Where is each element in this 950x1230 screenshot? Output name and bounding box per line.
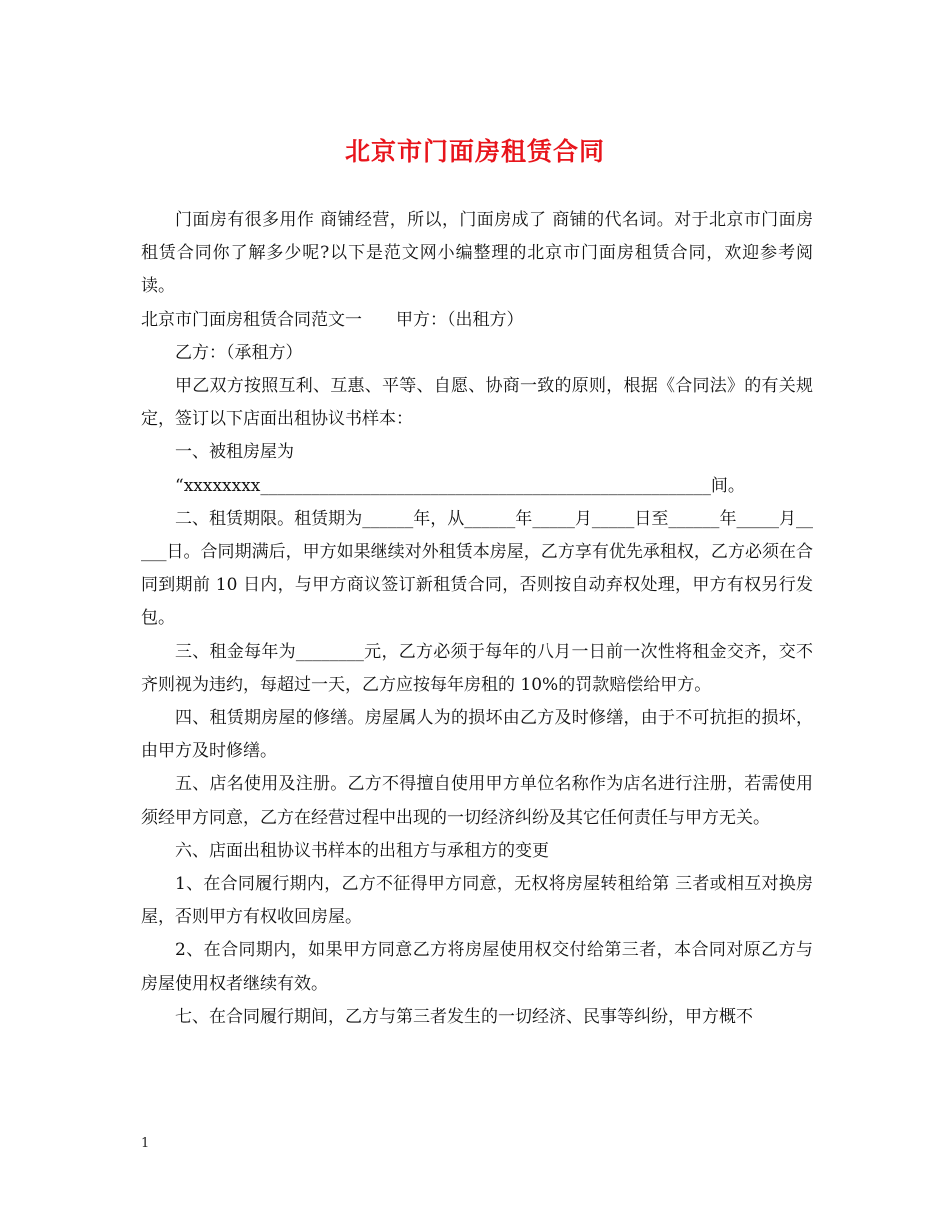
clause-7-paragraph: 七、在合同履行期间，乙方与第三者发生的一切经济、民事等纠纷，甲方概不: [175, 1006, 753, 1027]
clause-1-title: 一、被租房屋为: [175, 442, 294, 463]
sample-heading-line: [141, 304, 813, 337]
clause-4-paragraph: 四、租赁期房屋的修缮。房屋属人为的损坏由乙方及时修缮，由于不可抗拒的损坏，由甲方及时修缮。: [141, 708, 813, 762]
clause-6-2-paragraph: 2、在合同期内，如果甲方同意乙方将房屋使用权交付给第三者，本合同对原乙方与房屋使用权者继续有效。: [141, 940, 813, 994]
clause-1-address: “xxxxxxxx_____________________________________________________间。: [175, 475, 745, 496]
page-number: 1: [141, 1136, 150, 1151]
sample-heading: 北京市门面房租赁合同范文一: [141, 309, 362, 330]
preamble-paragraph: 甲乙双方按照互利、互惠、平等、自愿、协商一致的原则，根据《合同法》的有关规定，签订以下店面出租协议书样本：: [141, 376, 813, 430]
intro-paragraph: 门面房有很多用作 商铺经营，所以，门面房成了 商铺的代名词。对于北京市门面房租赁合同你了解多少呢?以下是范文网小编整理的北京市门面房租赁合同，欢迎参考阅读。: [141, 210, 813, 297]
party-a: 甲方：（出租方）: [396, 309, 524, 330]
clause-5-paragraph: 五、店名使用及注册。乙方不得擅自使用甲方单位名称作为店名进行注册，若需使用须经甲方同意，乙方在经营过程中出现的一切经济纠纷及其它任何责任与甲方无关。: [141, 774, 813, 828]
clause-3-paragraph: 三、租金每年为________元，乙方必须于每年的八月一日前一次性将租金交齐，交不齐则视为违约，每超过一天，乙方应按每年房租的 10%的罚款赔偿给甲方。: [141, 641, 813, 695]
clause-2-paragraph: 二、租赁期限。租赁期为______年，从______年_____月_____日至______年_____月_____日。合同期满后，甲方如果继续对外租赁本房屋，乙方享有优先承租权，乙方必须在合同到期前 10 日内，与甲方商议签订新租赁合同，否则按自动弃权处理，甲方有权另行发包。: [141, 508, 813, 629]
clause-6-title: 六、店面出租协议书样本的出租方与承租方的变更: [175, 840, 549, 861]
clause-6-1-paragraph: 1、在合同履行期内，乙方不征得甲方同意，无权将房屋转租给第 三者或相互对换房屋，否则甲方有权收回房屋。: [141, 874, 813, 928]
document-body: [141, 204, 813, 1034]
document-title: 北京市门面房租赁合同: [344, 137, 605, 166]
party-b: 乙方：（承租方）: [175, 342, 303, 363]
